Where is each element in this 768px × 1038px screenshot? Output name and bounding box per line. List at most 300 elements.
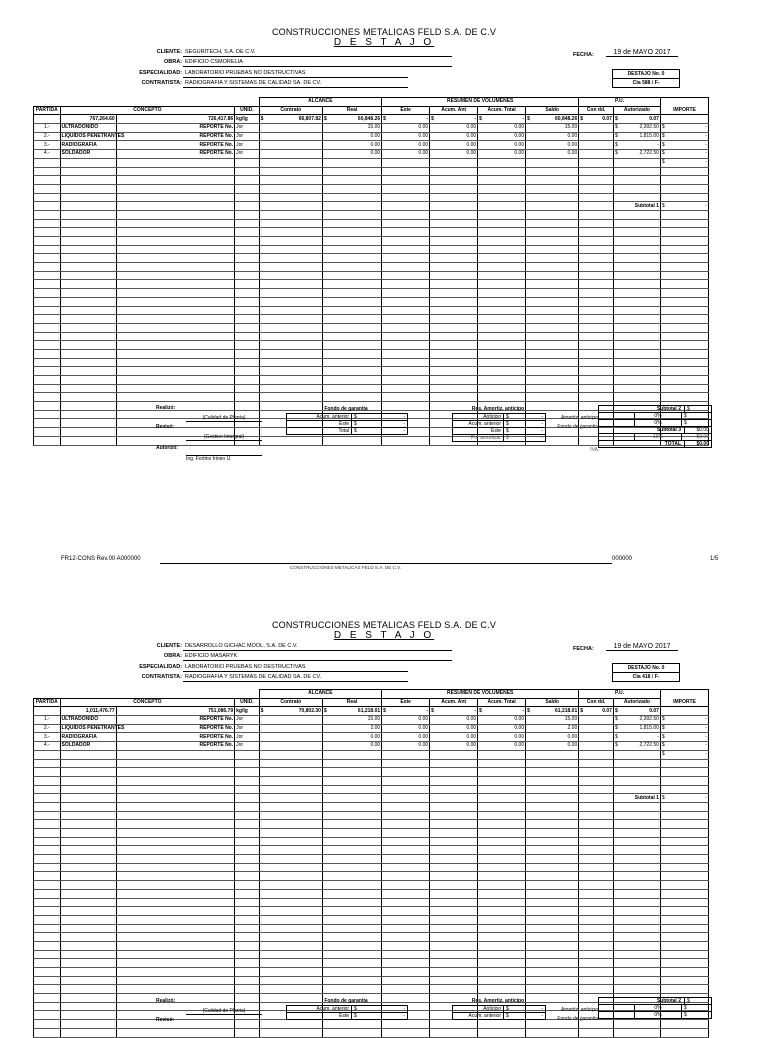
totals-row: 767,264.60 726,417.86 kg/lg $ 66,807.82 $ 60,848.26 $ - $ - $ - $ 60,848.26 $ 0.07 $ 0.07 [34,115,709,124]
item-saldo: 0.00 [567,141,578,148]
empty-row [34,263,709,272]
empty-row [34,968,709,977]
amortiz-anticipo-label: Amortiz. anticipo [561,1007,598,1013]
empty-row [34,802,709,811]
gestion-label: (Gestion Intergral) [186,434,262,441]
total-unid: kg/lg [235,707,260,716]
empty-row [34,915,709,924]
item-saldo: 0.00 [567,150,578,157]
empty-row [34,384,709,393]
item-row: 4.- SOLDADOR REPORTE No. Jor 0.00 0.00 0.00 0.00 0.00 $ 2,722.50 $ - [34,150,709,159]
empty-row [34,950,709,959]
fondo-acum-label: Acum. anterior [287,1006,352,1012]
calidad-label: (Calidad de Planta) [186,1008,262,1015]
item-acum-ant: 0.00 [466,716,477,723]
item-reference: REPORTE No. [199,742,234,749]
empty-row [34,315,709,324]
empty-row: $ - [34,158,709,167]
empty-row [34,184,709,193]
item-autorizado: - [657,141,659,148]
empty-row [34,358,709,367]
empty-row [34,889,709,898]
amortiz-title: Res. Amortiz. anticipo [471,406,525,412]
obra-value: EDIFICIO CSMORELIA [183,58,452,67]
realizo-label: Realizó: [156,998,176,1004]
item-real: 2.00 [370,725,381,732]
footer-center-text: CONSTRUCCIONES METALICAS FELD S.A. DE C.V. [290,565,402,570]
amortiz-acum-value: - [541,1013,543,1019]
total-este: - [426,707,429,714]
empty-row [34,863,709,872]
item-reference: REPORTE No. [199,133,234,140]
cond-header: Con dd. [579,106,614,115]
fondo-amount: - [707,1012,709,1018]
pu-header: P.U. [579,98,661,107]
obra-label: OBRA: [163,59,182,65]
amortiz-acum-value: - [541,421,543,427]
empty-row [34,289,709,298]
item-saldo: 15.00 [564,124,578,131]
empty-row [34,306,709,315]
cond-header: Con dd. [579,698,614,707]
total-acum-ant: - [474,707,477,714]
alcance-header: ALCANCE [259,98,382,107]
empty-row [34,245,709,254]
acum-ant-header: Acum. Ant [430,106,478,115]
item-real: 15.00 [367,124,381,131]
fondo-acum-label: Acum. anterior [287,414,352,420]
footer-rule [160,563,612,564]
item-real: 0.00 [370,141,381,148]
totals-row: 1,011,476.77 751,086.79 kg/lg $ 70,802.30 $ 61,218.01 $ - $ - $ - $ 61,218.01 $ 0.07 $ 0.07 [34,707,709,716]
destajo-number-box [612,69,680,88]
empty-row [34,393,709,402]
empty-row [34,1020,709,1029]
total-value: $0.00 [696,441,709,447]
amortiz-acum-label: Acum. anterior [453,421,504,427]
fondo-amount: - [707,420,709,426]
item-row: 3.- RADIOGRAFIA REPORTE No. Jor 0.00 0.00 0.00 0.00 0.00 $ - $ - [34,141,709,150]
item-importe: - [705,725,707,732]
total-real: 61,218.01 [357,707,381,714]
anticipo-label: Anticipo [453,414,504,420]
item-autorizado: - [657,733,659,740]
empty-row [34,933,709,942]
item-reference: REPORTE No. [199,150,234,157]
item-acum-total: 0.00 [514,742,525,749]
subtotal3-value: $0.00 [696,427,709,433]
amortiz-acum-label: Acum. anterior [453,1013,504,1019]
reviso-label: Revisó: [156,1017,175,1023]
item-concepto: ULTRADONIDO [61,716,99,723]
empty-row [34,872,709,881]
item-unit: Jor [236,150,244,157]
total-left: 1,011,476.77 [60,707,116,716]
total-cond: 0.07 [602,707,612,714]
item-saldo: 15.00 [564,716,578,723]
subtotal2-label: Subtotal 2 [599,998,685,1004]
fondo-garantia-title: Fondo de garantia [324,406,368,412]
extra-importe: - [705,751,707,758]
empty-row [34,271,709,280]
empty-row [34,776,709,785]
importe-header: IMPORTE [660,106,708,115]
cliente-value: SEGURITECH, S.A. DE C.V. [183,48,452,57]
total-contrato: 70,802.30 [298,707,321,714]
cliente-label: CLIENTE: [156,49,182,55]
item-concepto: LIQUIDOS PENETRANTES [61,725,125,732]
contrato-header: Contrato [259,698,322,707]
amortiz-amount: - [707,413,709,419]
item-acum-ant: 0.00 [466,124,477,131]
item-importe: - [705,133,707,140]
especialidad-value: LABORATORIO PRUEBAS NO DESTRUCTIVAS [183,663,408,672]
item-saldo: 0.00 [567,742,578,749]
acum-total-header: Acum. Total [478,698,526,707]
empty-row [34,924,709,933]
empty-row [34,228,709,237]
item-row: 1.- ULTRADONIDO REPORTE No. Jor 15.00 0.00 0.00 0.00 15.00 $ 2,392.50 $ - [34,124,709,133]
concepto-header: CONCEPTO [60,106,235,115]
resumen-header: RESUMEN DE VOLUMENES [382,690,579,699]
fondo-total-label: Total [287,428,352,434]
item-concepto: ULTRADONIDO [61,124,99,131]
anticipo-label: Anticipo [453,1006,504,1012]
item-acum-ant: 0.00 [466,141,477,148]
footer-right-code: 000000 [612,556,633,562]
empty-row [34,367,709,376]
resumen-header: RESUMEN DE VOLUMENES [382,98,579,107]
importe-header: IMPORTE [660,698,708,707]
item-autorizado: 1,815.00 [639,725,659,732]
empty-row [34,297,709,306]
fecha-value: 19 de MAYO 2017 [606,49,678,57]
item-acum-total: 0.00 [514,141,525,148]
empty-row [34,759,709,768]
item-concepto: SOLDADOR [61,150,91,157]
fondo-este-label: Este [287,1013,352,1019]
empty-row [34,176,709,185]
item-importe: - [705,733,707,740]
empty-row [34,959,709,968]
fondo-total-value: - [403,428,405,434]
pu-header: P.U. [579,690,661,699]
destajo-number-box [612,663,680,682]
fondo-garantia-box: Acum. anterior $ - Este $ - [286,1005,408,1020]
empty-row [34,829,709,838]
document-title: D E S T A J O [333,630,435,641]
item-este: 0.00 [418,725,429,732]
item-este: 0.00 [418,124,429,131]
por-amortizar-label: Por amortizar [453,435,504,441]
saldo-header: Saldo [526,106,579,115]
item-real: 0.00 [370,742,381,749]
cuenta-number: Cta 418 / F- [613,672,679,681]
total-label: TOTAL [599,441,685,447]
empty-row [34,376,709,385]
destajo-table [33,689,709,1038]
item-autorizado: 2,722.50 [639,150,659,157]
empty-row [34,820,709,829]
total-unid: kg/lg [235,115,260,124]
autorizado-header: Autorizado [613,106,660,115]
total-saldo: 61,218.01 [555,707,578,714]
empty-row [34,898,709,907]
empty-row [34,1028,709,1037]
fondo-garantia-title: Fondo de garantia [324,998,368,1004]
empty-row [34,907,709,916]
item-row: 4.- SOLDADOR REPORTE No. Jor 0.00 0.00 0.00 0.00 0.00 $ 2,722.50 $ - [34,742,709,751]
empty-row [34,219,709,228]
fondo-pct: 0% [635,1012,682,1018]
realizo-label: Realizó: [156,405,176,411]
item-unit: Jor [236,124,244,131]
item-autorizado: 2,392.50 [639,124,659,131]
item-acum-total: 0.00 [514,716,525,723]
anticipo-value: - [541,414,543,420]
este-header: Este [382,106,430,115]
amortiz-este-label: Este [453,428,504,434]
subtotal1-label: Subtotal 1 [613,202,660,211]
item-number: 4.- [43,150,50,157]
amortiz-title: Res. Amortiz. anticipo [471,998,525,1004]
item-unit: Jor [236,133,244,140]
fecha-value: 19 de MAYO 2017 [606,643,678,651]
item-acum-total: 0.00 [514,124,525,131]
item-unit: Jor [236,733,244,740]
fondo-garantia-label: Fondo de garantia [557,1016,598,1022]
fondo-acum-value: - [403,414,405,420]
empty-row [34,881,709,890]
empty-row [34,341,709,350]
empty-row [34,985,709,994]
item-este: 0.00 [418,141,429,148]
fecha-label: FECHA: [573,52,594,58]
total-autorizado: 0.07 [649,707,659,714]
company-name: CONSTRUCCIONES METALICAS FELD S.A. DE C.V [271,27,497,37]
item-concepto: RADIOGRAFIA [61,733,97,740]
item-acum-total: 0.00 [514,725,525,732]
empty-row [34,941,709,950]
total-right: 751,086.79 [116,707,234,716]
partida-header: PARTIDA [34,106,61,115]
item-number: 3.- [43,733,50,740]
item-acum-ant: 0.00 [466,133,477,140]
subtotal2-value: - [707,998,709,1004]
fondo-pct: 0% [635,420,682,426]
empty-row: Subtotal 1 $ - [34,202,709,211]
total-este: - [426,115,429,122]
item-este: 0.00 [418,150,429,157]
fecha-label: FECHA: [573,646,594,652]
item-number: 1.- [43,716,50,723]
empty-row [34,323,709,332]
contratista-label: CONTRATISTA: [141,674,182,680]
obra-label: OBRA: [163,653,182,659]
empty-row [34,768,709,777]
total-acum-total: - [522,115,525,122]
item-unit: Jor [236,725,244,732]
item-importe: - [705,141,707,148]
item-importe: - [705,124,707,131]
destajo-table [33,97,709,446]
item-importe: - [705,150,707,157]
item-unit: Jor [236,716,244,723]
amortiz-box: Anticipo $ - Acum. anterior $ - [452,1005,546,1020]
ing-name: Ing. Fortino Irineo U. [186,455,262,462]
autorizo-label: Autorizó: [156,445,178,451]
calidad-label: (Calidad de Planta) [186,415,262,422]
item-reference: REPORTE No. [199,725,234,732]
obra-value: EDIFICIO MASARYK [183,652,452,661]
extra-importe: - [705,159,707,166]
contratista-label: CONTRATISTA: [141,80,182,86]
item-unit: Jor [236,742,244,749]
partida-header: PARTIDA [34,698,61,707]
cuenta-number: Cta 588 / F- [613,78,679,87]
item-number: 3.- [43,141,50,148]
item-real: 0.00 [370,133,381,140]
item-este: 0.00 [418,133,429,140]
cliente-value: DESARROLLO GICHAC MOOL, S.A. DE C.V. [183,642,452,651]
page-number: 1/5 [710,556,719,562]
amortiz-amount: - [707,1005,709,1011]
alcance-header: ALCANCE [259,690,382,699]
total-acum-ant: - [474,115,477,122]
empty-row [34,254,709,263]
item-unit: Jor [236,141,244,148]
item-row: 2.- LIQUIDOS PENETRANTES REPORTE No. Jor 0.00 0.00 0.00 0.00 0.00 $ 1,815.00 $ - [34,132,709,141]
subtotal3-label: Subtotal 3 [599,427,685,433]
reviso-label: Revisó: [156,424,175,430]
total-cond: 0.07 [602,115,612,122]
item-acum-total: 0.00 [514,150,525,157]
total-acum-total: - [522,707,525,714]
especialidad-label: ESPECIALIDAD: [139,70,182,76]
total-saldo: 60,848.26 [555,115,578,122]
empty-row [34,332,709,341]
item-acum-total: 0.00 [514,133,525,140]
item-acum-ant: 0.00 [466,742,477,749]
autorizado-header: Autorizado [613,698,660,707]
amortiz-box: Anticipo $ - Acum. anterior $ - Este $ - Por amortizar $ - [452,413,546,442]
fondo-este-label: Este [287,421,352,427]
item-concepto: RADIOGRAFIA [61,141,97,148]
fondo-este-value: - [403,1013,405,1019]
empty-row [34,811,709,820]
item-autorizado: 1,815.00 [639,133,659,140]
real-header: Real [322,698,381,707]
empty-row [34,280,709,289]
destajo-sheet-2 [0,612,768,1024]
total-autorizado: 0.07 [649,115,659,122]
item-row: 3.- RADIOGRAFIA REPORTE No. Jor 0.00 0.00 0.00 0.00 0.00 $ - $ - [34,733,709,742]
destajo-number: DESTAJO No. 0 [627,665,665,671]
este-header: Este [382,698,430,707]
iva-value: $0.00 [696,434,709,440]
amortiz-anticipo-label: Amortiz. anticipo [561,415,598,421]
empty-row [34,846,709,855]
fondo-este-value: - [403,421,405,427]
item-autorizado: 2,392.50 [639,716,659,723]
item-row: 1.- ULTRADONIDO REPORTE No. Jor 15.00 0.00 0.00 0.00 15.00 $ 2,392.50 $ - [34,716,709,725]
empty-row [34,837,709,846]
item-real: 0.00 [370,733,381,740]
item-reference: REPORTE No. [199,716,234,723]
empty-row [34,167,709,176]
item-este: 0.00 [418,716,429,723]
item-reference: REPORTE No. [199,141,234,148]
empty-row [34,785,709,794]
item-concepto: LIQUIDOS PENETRANTES [61,133,125,140]
item-number: 1.- [43,124,50,131]
totals-box: Subtotal 2 $ - 0% $ - 0% $ - [598,997,712,1019]
item-real: 0.00 [370,150,381,157]
por-amortizar-value: - [541,435,543,441]
total-contrato: 66,807.82 [298,115,321,122]
empty-row: Subtotal 1 $ - [34,794,709,803]
empty-row [34,210,709,219]
item-este: 0.00 [418,742,429,749]
item-concepto: SOLDADOR [61,742,91,749]
item-real: 15.00 [367,716,381,723]
subtotal1-value: - [705,202,707,209]
total-left: 767,264.60 [60,115,116,124]
contratista-value: RADIOGRAFIA Y SISTEMAS DE CALIDAD SA. DE CV. [183,79,408,88]
fondo-garantia-box: Acum. anterior $ - Este $ - Total $ - [286,413,408,435]
company-name: CONSTRUCCIONES METALICAS FELD S.A. DE C.V [271,620,497,630]
item-reference: REPORTE No. [199,733,234,740]
item-acum-ant: 0.00 [466,733,477,740]
saldo-header: Saldo [526,698,579,707]
acum-ant-header: Acum. Ant [430,698,478,707]
empty-row [34,976,709,985]
total-right: 726,417.86 [116,115,234,124]
especialidad-label: ESPECIALIDAD: [139,664,182,670]
fondo-acum-value: - [403,1006,405,1012]
empty-row: $ - [34,750,709,759]
item-saldo: 0.00 [567,133,578,140]
empty-row [34,349,709,358]
unid-header: UNID. [235,106,260,115]
item-acum-ant: 0.00 [466,150,477,157]
subtotal2-label: Subtotal 2 [599,406,685,412]
subtotal1-label: Subtotal 1 [613,794,660,803]
item-importe: - [705,742,707,749]
form-code: FR12-CONS Rev.00 A000000 [61,556,141,562]
item-este: 0.00 [418,733,429,740]
amortiz-este-value: - [541,428,543,434]
anticipo-value: - [541,1006,543,1012]
fondo-garantia-label: Fondo de garantia [557,424,598,430]
concepto-header: CONCEPTO [60,698,235,707]
contratista-value: RADIOGRAFIA Y SISTEMAS DE CALIDAD SA. DE CV. [183,673,408,682]
item-acum-ant: 0.00 [466,725,477,732]
iva-label: IVA [590,447,598,453]
acum-total-header: Acum. Total [478,106,526,115]
destajo-number: DESTAJO No. 0 [627,71,665,77]
item-saldo: 0.00 [567,733,578,740]
totals-box: Subtotal 2 $ - 0% $ - 0% $ - Subtotal 3 $0.00 16% $0.00 TOTAL $0.00 [598,405,712,448]
amortiz-pct: 0% [635,1005,682,1011]
empty-row [34,193,709,202]
item-number: 4.- [43,742,50,749]
item-acum-total: 0.00 [514,733,525,740]
item-importe: - [705,716,707,723]
empty-row [34,237,709,246]
subtotal1-value: - [705,794,707,801]
item-number: 2.- [43,725,50,732]
